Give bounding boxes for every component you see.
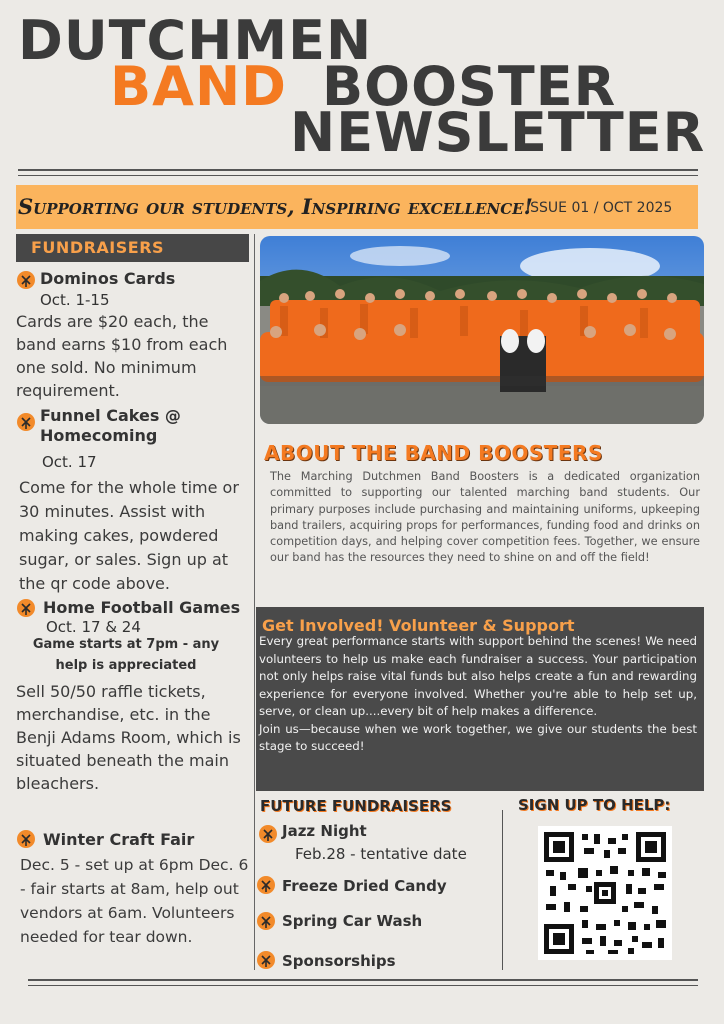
tagline: Supporting our students, Inspiring excellence! <box>18 194 533 219</box>
issue-label: ISSUE 01 / OCT 2025 <box>526 200 673 216</box>
sponsorships-title: Sponsorships <box>282 952 396 970</box>
about-body: The Marching Dutchmen Band Boosters is a dedicated organization committed to supporting our talented marching band students. Our primary purposes include purchasing and maintaining uniforms, upkeeping band trailers, acquiring props for performances, funding food and drinks on competition days, and helping cover competition fees. Together, we ensure our band has the resources they need to shine on and off the field! <box>270 470 700 565</box>
column-divider <box>502 810 503 970</box>
fundraisers-title: FUNDRAISERS <box>31 238 165 257</box>
masthead-line2: BOOSTER <box>322 55 617 118</box>
windmill-icon <box>17 271 35 289</box>
band-photo <box>260 236 704 424</box>
jazz-night-date: Feb.28 - tentative date <box>295 845 467 863</box>
signup-title: SIGN UP TO HELP: <box>518 796 671 814</box>
volunteer-para1: Every great performance starts with support behind the scenes! We need volunteers to help us make each fundraiser a success. Your participation not only helps raise vital funds but also helps create a fun and rewarding experience for everyone involved. Whether you're able to help set up, serve, or clean up....every bit of help makes a difference. <box>259 634 697 718</box>
divider <box>28 985 698 986</box>
windmill-icon <box>259 825 277 843</box>
masthead-line1: DUTCHMEN <box>18 9 373 72</box>
football-title: Home Football Games <box>43 598 241 617</box>
windmill-icon <box>17 599 35 617</box>
column-divider <box>254 234 255 970</box>
jazz-night-title: Jazz Night <box>282 822 367 840</box>
fundraisers-header <box>16 234 249 262</box>
masthead-accent: BAND <box>110 55 287 118</box>
football-body: Sell 50/50 raffle tickets, merchandise, etc. in the Benji Adams Room, which is situated beneath the main bleachers. <box>16 682 241 793</box>
funnel-cakes-body: Come for the whole time or 30 minutes. Assist with making cakes, powdered sugar, or sales. Sign up at the qr code above. <box>19 478 239 593</box>
freeze-dried-candy-title: Freeze Dried Candy <box>282 877 447 895</box>
dominos-date: Oct. 1-15 <box>40 291 110 309</box>
windmill-icon <box>17 413 35 431</box>
divider <box>18 175 698 176</box>
spring-car-wash-title: Spring Car Wash <box>282 912 423 930</box>
windmill-icon <box>17 830 35 848</box>
craft-fair-title: Winter Craft Fair <box>43 830 195 849</box>
football-note: Game starts at 7pm - any help is appreciated <box>32 637 220 673</box>
funnel-cakes-date: Oct. 17 <box>42 453 97 471</box>
windmill-icon <box>257 951 275 969</box>
future-fundraisers-title: FUTURE FUNDRAISERS <box>260 797 452 815</box>
funnel-cakes-title-line2: Homecoming <box>40 426 158 445</box>
qr-code[interactable] <box>538 826 672 960</box>
volunteer-body <box>259 633 697 756</box>
dominos-title: Dominos Cards <box>40 269 176 288</box>
funnel-cakes-title: Funnel Cakes @ <box>40 406 181 425</box>
volunteer-title: Get Involved! Volunteer & Support <box>262 616 575 635</box>
divider <box>28 979 698 981</box>
windmill-icon <box>257 876 275 894</box>
craft-fair-body: Dec. 5 - set up at 6pm Dec. 6 - fair starts at 8am, help out vendors at 6am. Volunteers needed for tear down. <box>20 856 249 946</box>
windmill-icon <box>257 912 275 930</box>
divider <box>18 169 698 171</box>
masthead-line3: NEWSLETTER <box>290 101 706 164</box>
volunteer-para2: Join us—because when we work together, we give our students the best stage to succeed! <box>259 721 697 753</box>
football-date: Oct. 17 & 24 <box>46 618 141 636</box>
dominos-body: Cards are $20 each, the band earns $10 from each one sold. No minimum requirement. <box>16 312 228 400</box>
about-title: ABOUT THE BAND BOOSTERS <box>264 441 603 465</box>
